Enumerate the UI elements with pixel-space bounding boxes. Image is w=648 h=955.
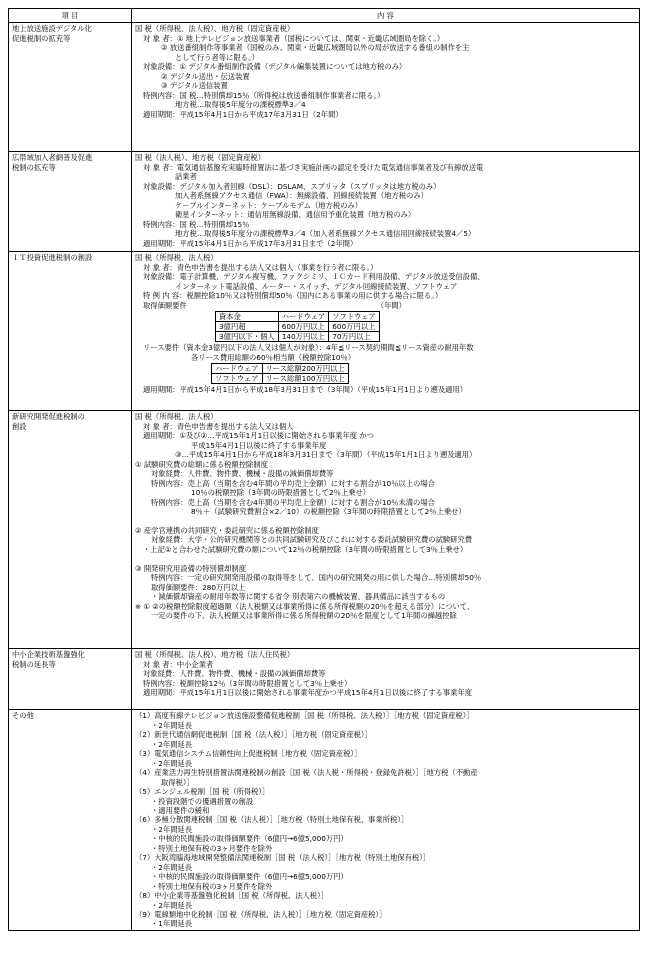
content-line <box>135 564 636 573</box>
content-text: （8）中小企業等基盤強化税制［国 税（所得税、法人税）］ <box>135 891 329 901</box>
content-line <box>135 721 636 730</box>
content-line <box>135 450 636 459</box>
content-line <box>135 182 636 191</box>
content-line <box>135 220 636 229</box>
content-text: 加入者系無線アクセス通信（FWA）：無線設備、回線接続装置（地方税のみ） <box>175 191 428 201</box>
content-text: 特例内容：国 税…特別償却15％ <box>143 219 250 229</box>
content-line <box>135 815 636 824</box>
subtable-cell: ソフトウェア <box>212 374 263 384</box>
subtable-row <box>216 332 380 342</box>
content-text: 特例内容：売上高（当期を含む4年間の平均売上金額）に対する割合が10％未満の場合 <box>151 497 435 507</box>
content-note: （年間） <box>376 300 406 310</box>
content-text: 8％＋（試験研究費割合×2／10）の税額控除（3年間の時限措置として2％上乗せ） <box>191 506 466 516</box>
content-line <box>135 239 636 248</box>
content-text: ・2年間延長 <box>151 758 193 768</box>
content-line <box>135 210 636 219</box>
content-text: 対象設備：① デジタル番組制作設備（デジタル編集装置については地方税のみ） <box>143 62 407 72</box>
content-text: 適用期間：平成15年1月1日以後に開始される事業年度かつ平成15年4月1日以後に終了する事業年度 <box>143 688 473 698</box>
content-text: 特例内容：国 税…特別償却15％（所得税は放送番組制作事業者に限る。） <box>143 90 385 100</box>
content-cell <box>132 152 640 252</box>
content-line <box>135 872 636 881</box>
content-line <box>135 385 636 394</box>
tax-table <box>8 8 640 931</box>
content-text: 対象経費：大学・公的研究機関等との共同試験研究及びこれに対する委託試験研究費の試験研究費 <box>151 535 473 545</box>
content-line <box>135 768 636 777</box>
subtable-row <box>216 322 380 332</box>
item-title: ＩＴ投資促進税制の創設 <box>12 253 93 263</box>
acquisition-cost-table <box>215 311 380 342</box>
content-line <box>135 910 636 919</box>
content-text: 特例内容：一定の研究開発用設備の取得等をして、国内の研究開発の用に供した場合…特別償却50％ <box>151 573 482 583</box>
item-title: 税制の拡充等 <box>12 162 56 172</box>
content-text: 対 象 者：青色申告書を提出する法人又は個人 <box>143 421 294 431</box>
content-line <box>135 291 636 300</box>
content-line <box>135 282 636 291</box>
content-line <box>135 573 636 582</box>
content-text: 対象設備：デジタル加入者回線（DSL）：DSLAM、スプリッタ（スプリッタは地方税のみ） <box>143 181 441 191</box>
content-cell <box>132 252 640 411</box>
subtable-header-cell: ハードウェア <box>278 312 329 322</box>
content-line <box>135 806 636 815</box>
subtable-cell: 3億円以下・個人 <box>216 332 279 342</box>
content-line <box>135 62 636 71</box>
content-text: 一定の要件の下、法人税額又は事業所得に係る所得税額の20％を限度として1年間の繰越控除 <box>151 610 457 620</box>
subtable-cell: 70万円以上 <box>329 332 380 342</box>
content-line <box>135 153 636 162</box>
content-line <box>135 526 636 535</box>
content-line <box>135 343 636 352</box>
item-title: 地上放送施設デジタル化 <box>12 24 92 34</box>
content-text: ・適用要件の緩和 <box>151 805 210 815</box>
table-row <box>9 152 640 252</box>
content-text: 対 象 者：青色申告書を提出する法人又は個人（事業を行う者に限る。） <box>143 262 378 272</box>
subtable-cell: ハードウェア <box>212 364 263 374</box>
content-line <box>135 253 636 262</box>
subtable-cell: リース総額200万円以上 <box>262 364 348 374</box>
content-line <box>135 191 636 200</box>
content-text: 国 税（法人税）、地方税（固定資産税） <box>135 153 266 163</box>
item-title: その他 <box>12 711 34 721</box>
content-cell <box>132 23 640 152</box>
content-line <box>135 110 636 119</box>
content-text: ・1年間延長 <box>151 919 193 929</box>
content-line <box>135 749 636 758</box>
content-text: ② デジタル送出・伝送装置 <box>161 71 250 81</box>
content-line <box>135 412 636 421</box>
item-title: 税制の延長等 <box>12 659 56 669</box>
subtable-header-row <box>216 312 380 322</box>
header-item: 項 目 <box>9 9 132 23</box>
item-title: 広帯域加入者網普及促進 <box>12 153 93 163</box>
content-line <box>135 583 636 592</box>
table-row <box>9 23 640 152</box>
table-row <box>9 649 640 710</box>
content-text: 適用期間：平成15年4月1日から平成17年3月31日（2年間） <box>143 109 343 119</box>
content-text: ・2年間延長 <box>151 824 193 834</box>
content-text: 対 象 者：電気通信基盤充実臨時措置法に基づき実施計画の認定を受けた電気通信事業者及び有線放送電 <box>143 162 484 172</box>
content-text: 特例内容：税額控除12％（3年間の時限措置として3％上乗せ） <box>143 678 352 688</box>
table-row <box>9 411 640 649</box>
item-cell <box>9 649 132 710</box>
content-text: ③…平成15年4月1日から平成18年3月31日まで（3年間）（平成15年1月1日より遡及適用） <box>175 450 477 460</box>
content-line <box>135 53 636 62</box>
subtable-cell: リース総額100万円以上 <box>262 374 348 384</box>
content-text: ・2年間延長 <box>151 739 193 749</box>
content-line <box>135 688 636 697</box>
content-line <box>135 353 636 362</box>
content-line <box>135 602 636 611</box>
content-text: 特例内容：売上高（当期を含む4年間の平均売上金額）に対する割合が10％以上の場合 <box>151 478 435 488</box>
content-line <box>135 863 636 872</box>
content-text: 対 象 者：中小企業者 <box>143 659 214 669</box>
content-line <box>135 488 636 497</box>
content-line <box>135 740 636 749</box>
content-line <box>135 797 636 806</box>
content-text: リース要件（資本金3億円以下の法人又は個人が対象）：4年≦リース契約期間≦リース資産の耐用年数 <box>143 343 474 353</box>
subtable-cell: 3億円超 <box>216 322 279 332</box>
content-text: ② 産学官連携の共同研究・委託研究に係る税額控除制度 <box>135 525 319 535</box>
content-text: ・上記①と合わせた試験研究費の額について12％の税額控除（3年間の時限措置として3％上乗せ） <box>143 544 468 554</box>
content-text: 地方税…取得後5年度分の課税標準3／4 <box>175 100 306 110</box>
content-text: （7）大阪湾臨海地域開発整備法関連税制［国 税（法人税）］［地方税（特別土地保有税）］ <box>135 853 431 863</box>
content-line <box>135 100 636 109</box>
content-text: （1）高度有線テレビジョン放送施設整備促進税制［国 税（所得税、法人税）］［地方税（固定資産税）］ <box>135 711 474 721</box>
content-text: ・特別土地保有税の3ヶ月要件を除外 <box>151 881 273 891</box>
item-title: 創設 <box>12 421 27 431</box>
subtable-row <box>212 374 349 384</box>
content-line <box>135 498 636 507</box>
header-row <box>9 9 640 23</box>
content-line <box>135 711 636 720</box>
content-text: 対象経費：人件費、物件費、機械・設備の減価償却費等 <box>143 669 326 679</box>
content-text: ③ デジタル送信装置 <box>161 81 228 91</box>
content-text: （5）エンジェル税制［国 税（所得税）］ <box>135 787 270 797</box>
table-row <box>9 252 640 411</box>
content-line <box>135 34 636 43</box>
content-text: ・2年間延長 <box>151 900 193 910</box>
content-text: 平成15年4月1日以後に終了する事業年度 <box>191 440 327 450</box>
content-text: 衛星インターネット：通信用無線設備、通信用予重化装置（地方税のみ） <box>175 210 416 220</box>
content-text: 適用期間：①及び②…平成15年1月1日以後に開始される事業年度 かつ <box>143 431 374 441</box>
content-line <box>135 545 636 554</box>
item-cell <box>9 411 132 649</box>
content-text: 国 税（所得税、法人税）、地方税（固定資産税） <box>135 24 295 34</box>
content-line <box>135 72 636 81</box>
lease-requirement-table <box>211 363 349 384</box>
content-text: ① 試験研究費の総額に係る税額控除制度 <box>135 459 268 469</box>
content-text: 取得税）］ <box>161 777 194 787</box>
content-line <box>135 422 636 431</box>
content-text: 地方税…取得後5年度分の課税標準3／4（加入者系無線アクセス通信用回線接続装置4／5） <box>175 229 476 239</box>
content-text: ・投資段階での優遇措置の創設 <box>151 796 254 806</box>
content-line <box>135 592 636 601</box>
content-text: として行う者等に限る。） <box>175 52 259 62</box>
content-line <box>135 660 636 669</box>
content-text <box>135 554 137 563</box>
content-line <box>135 853 636 862</box>
content-line <box>135 479 636 488</box>
content-text: 適用期間：平成15年4月1日から平成17年3月31日まで（2年間） <box>143 238 358 248</box>
subtable-header-cell: 資本金 <box>216 312 279 322</box>
item-cell <box>9 23 132 152</box>
content-line <box>135 81 636 90</box>
content-text: インターネット電話設備、ルーター・スイッチ、デジタル回線接続装置、ソフトウェア <box>175 281 458 291</box>
content-line <box>135 163 636 172</box>
content-line <box>135 650 636 659</box>
content-line <box>135 201 636 210</box>
item-cell <box>9 152 132 252</box>
content-text: ・減価償却資産の耐用年数等に関する省令 別表第六の機械装置、器具備品に該当するもの <box>151 592 446 602</box>
item-cell <box>9 252 132 411</box>
content-line <box>135 679 636 688</box>
content-line <box>135 229 636 238</box>
content-line <box>135 891 636 900</box>
content-line <box>135 516 636 525</box>
content-text: （2）新世代通信網促進税制［国 税（法人税）］［地方税（固定資産税）］ <box>135 730 372 740</box>
content-text: （9）電線類地中化税制［国 税（所得税、法人税）］［地方税（固定資産税）］ <box>135 909 387 919</box>
content-line <box>135 24 636 33</box>
content-text <box>135 516 137 525</box>
content-line <box>135 611 636 620</box>
content-line <box>135 669 636 678</box>
content-line <box>135 787 636 796</box>
content-line <box>135 919 636 928</box>
subtable-cell: 600万円以上 <box>329 322 380 332</box>
content-text: 話業者 <box>175 172 197 182</box>
content-text: 国 税（所得税、法人税）、地方税（法人住民税） <box>135 650 295 660</box>
content-text: ③ 開発研究用設備の特別償却制度 <box>135 563 247 573</box>
content-line <box>135 844 636 853</box>
content-cell <box>132 649 640 710</box>
item-title: 中小企業技術基盤強化 <box>12 650 85 660</box>
content-text: （6）多極分散関連税制［国 税（法人税）］［地方税（特別土地保有税、事業所税）］ <box>135 815 409 825</box>
content-line <box>135 460 636 469</box>
content-text: 特 例 内 容：税額控除10％又は特別償却50％（国内にある事業の用に供する場合に限る。） <box>143 291 443 301</box>
content-line <box>135 301 636 310</box>
content-text: ・2年間延長 <box>151 862 193 872</box>
subtable-cell: 140万円以上 <box>278 332 329 342</box>
content-text: ※ ① ②の税額控除限度超過額（法人税額又は事業所得に係る所得税額の20％を超える部分）について、 <box>135 601 475 611</box>
content-text: ・中核的民間施設の取得価額要件（6億円→6億5,000万円） <box>151 834 348 844</box>
content-text: ② 放送番組制作等事業者（国税のみ、関東・近畿広域圏局以外の局が放送する番組の制作を主 <box>161 43 470 53</box>
content-text: 各リース費用総額の60％相当額（税額控除10％） <box>191 352 356 362</box>
content-line <box>135 825 636 834</box>
content-text: 対象設備：電子計算機、デジタル複写機、ファクシミリ、ＩＣカード利用設備、デジタル放送受信設備、 <box>143 272 485 282</box>
content-line <box>135 172 636 181</box>
content-line <box>135 263 636 272</box>
content-cell <box>132 411 640 649</box>
item-cell <box>9 710 132 930</box>
subtable-row <box>212 364 349 374</box>
content-line <box>135 535 636 544</box>
content-text: 取得価額要件：280万円以上 <box>151 582 246 592</box>
content-text: ・2年間延長 <box>151 720 193 730</box>
content-line <box>135 901 636 910</box>
subtable-cell: 600万円以上 <box>278 322 329 332</box>
content-text: 10％の税額控除（3年間の時限措置として2％上乗せ） <box>191 488 371 498</box>
item-title: 促進税制の拡充等 <box>12 33 71 43</box>
content-text: ・中核的民間施設の取得価額要件（6億円→6億5,000万円） <box>151 872 348 882</box>
content-line <box>135 882 636 891</box>
content-line <box>135 507 636 516</box>
content-line <box>135 469 636 478</box>
header-content: 内 容 <box>132 9 640 23</box>
content-line <box>135 91 636 100</box>
content-cell <box>132 710 640 930</box>
content-line <box>135 834 636 843</box>
content-text: 対象経費：人件費、物件費、機械・設備の減価償却費等 <box>151 469 334 479</box>
content-line <box>135 431 636 440</box>
content-line <box>135 730 636 739</box>
content-line <box>135 759 636 768</box>
content-text: 国 税（所得税、法人税） <box>135 412 218 422</box>
content-line <box>135 554 636 563</box>
content-line <box>135 43 636 52</box>
table-row <box>9 710 640 930</box>
content-text: 対 象 者：① 地上テレビジョン放送事業者（国税については、関東・近畿広域圏局を除く。） <box>143 33 445 43</box>
content-line <box>135 272 636 281</box>
content-line <box>135 441 636 450</box>
content-text: ケーブルインターネット：ケーブルモデム（地方税のみ） <box>175 200 363 210</box>
item-title: 新研究開発促進税制の <box>12 412 85 422</box>
content-text: 取得価額要件 <box>143 300 187 310</box>
content-text: （4）産業活力再生特別措置法関連税制の創設［国 税（法人税・所得税・登録免許税）］［地方税（不動産 <box>135 768 478 778</box>
content-text: 適用期間：平成15年4月1日から平成18年3月31日まで（3年間）（平成15年1月1日より遡及適用） <box>143 385 468 395</box>
subtable-header-cell: ソフトウェア <box>329 312 380 322</box>
content-text: ・特別土地保有税の3ヶ月要件を除外 <box>151 843 273 853</box>
content-line <box>135 778 636 787</box>
content-text: （3）電気通信システム信頼性向上促進税制［地方税（固定資産税）］ <box>135 749 362 759</box>
content-text: 国 税（所得税、法人税） <box>135 253 218 263</box>
